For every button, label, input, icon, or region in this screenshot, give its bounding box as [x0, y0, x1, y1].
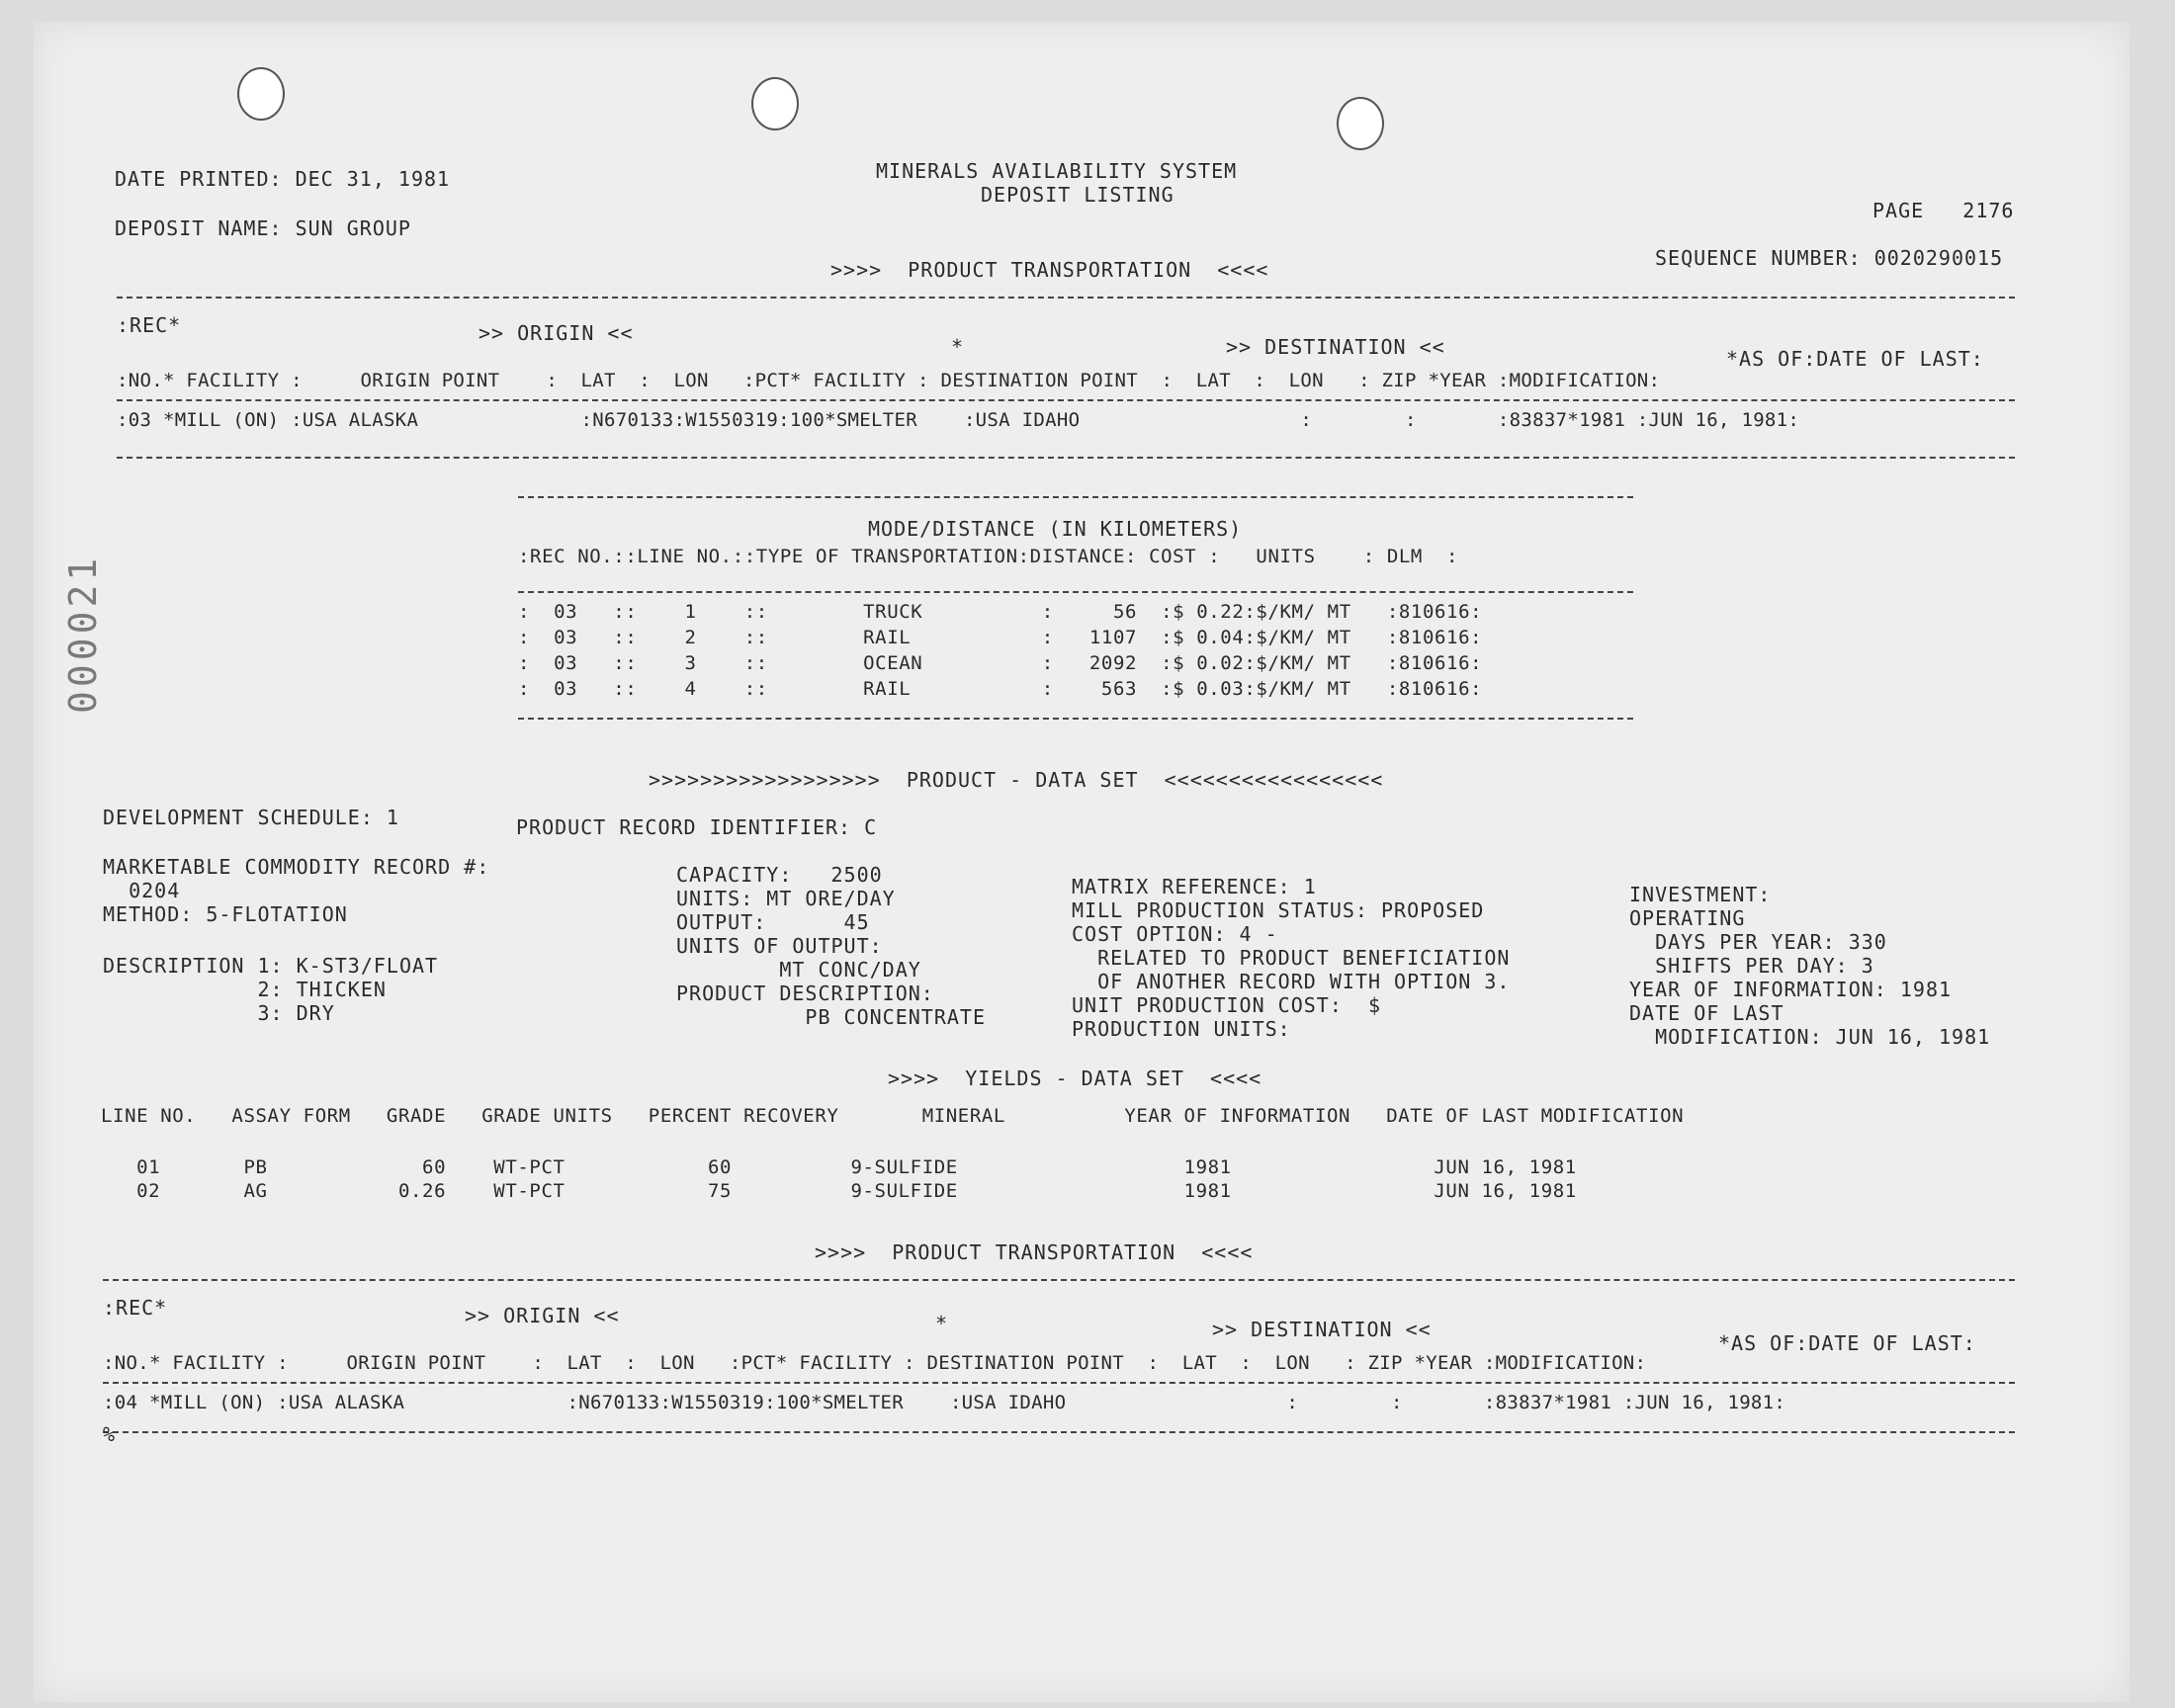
sequence-number: SEQUENCE NUMBER: 0020290015 — [1655, 246, 2004, 270]
margin-number: 000021 — [61, 554, 105, 714]
transport1-rec-header: :REC* — [117, 313, 182, 337]
product-col3-line1: MATRIX REFERENCE: 1 — [1072, 875, 1317, 898]
yields-title: >>>> YIELDS - DATA SET <<<< — [888, 1067, 1262, 1090]
product-col1-line3: METHOD: 5-FLOTATION — [103, 902, 348, 926]
page-number: PAGE 2176 — [1872, 199, 2015, 222]
product-col3-line6: UNIT PRODUCTION COST: $ — [1072, 993, 1381, 1017]
transport1-column-header: :NO.* FACILITY : ORIGIN POINT : LAT : LON :PCT* FACILITY : DESTINATION POINT : LAT : LON : ZIP *YEAR :MODIFICATION: — [117, 370, 1661, 391]
product-col2-line1: CAPACITY: 2500 — [676, 863, 883, 887]
transport2-column-header: :NO.* FACILITY : ORIGIN POINT : LAT : LON :PCT* FACILITY : DESTINATION POINT : LAT : LON : ZIP *YEAR :MODIFICATION: — [103, 1352, 1647, 1374]
product-col2-line5: MT CONC/DAY — [676, 958, 921, 982]
product-col3-line4: RELATED TO PRODUCT BENEFICIATION — [1072, 946, 1511, 970]
transport2-star: * — [935, 1312, 949, 1335]
product-col1-line6: 2: THICKEN — [103, 978, 387, 1001]
yields-header: LINE NO. ASSAY FORM GRADE GRADE UNITS PERCENT RECOVERY MINERAL YEAR OF INFORMATION DATE OF LAST MODIFICATION — [101, 1105, 1685, 1127]
mode-header-rule — [518, 591, 1633, 593]
transport1-bottom-rule — [117, 457, 2015, 459]
end-mark: % — [103, 1422, 117, 1446]
date-printed: DATE PRINTED: DEC 31, 1981 — [115, 167, 451, 191]
product-col2-line4: UNITS OF OUTPUT: — [676, 934, 883, 958]
punch-hole-left — [237, 67, 285, 121]
document-page — [34, 22, 2130, 1702]
punch-hole-right — [1337, 97, 1384, 150]
product-col2-line2: UNITS: MT ORE/DAY — [676, 887, 896, 910]
product-col3-line7: PRODUCTION UNITS: — [1072, 1017, 1291, 1041]
punch-hole-center — [751, 77, 799, 130]
transport2-mid-rule — [103, 1382, 2015, 1384]
transport1-title: >>>> PRODUCT TRANSPORTATION <<<< — [830, 258, 1269, 282]
transport2-top-rule — [103, 1279, 2015, 1281]
transport2-rec-header: :REC* — [103, 1296, 168, 1320]
mode-row-1: : 03 :: 1 :: TRUCK : 56 :$ 0.22:$/KM/ MT :810616: — [518, 601, 1483, 623]
transport1-row: :03 *MILL (ON) :USA ALASKA :N670133:W1550319:100*SMELTER :USA IDAHO : : :83837*1981 :JUN 16, 1981: — [117, 409, 1800, 431]
product-col4-line2: OPERATING — [1629, 906, 1746, 930]
product-col4-line6: DATE OF LAST — [1629, 1001, 1784, 1025]
product-col2-line3: OUTPUT: 45 — [676, 910, 870, 934]
transport1-mid-rule — [117, 399, 2015, 401]
mode-row-2: : 03 :: 2 :: RAIL : 1107 :$ 0.04:$/KM/ MT :810616: — [518, 627, 1483, 648]
listing-title: DEPOSIT LISTING — [981, 183, 1174, 207]
product-title: >>>>>>>>>>>>>>>>>> PRODUCT - DATA SET <<<<<<<<<<<<<<<<< — [649, 768, 1384, 792]
product-col3-line2: MILL PRODUCTION STATUS: PROPOSED — [1072, 898, 1485, 922]
product-col2-line7: PB CONCENTRATE — [676, 1005, 986, 1029]
product-col4-line1: INVESTMENT: — [1629, 883, 1772, 906]
mode-row-4: : 03 :: 4 :: RAIL : 563 :$ 0.03:$/KM/ MT :810616: — [518, 678, 1483, 700]
transport2-destination-header: >> DESTINATION << — [1212, 1318, 1432, 1341]
yields-row-1: 01 PB 60 WT-PCT 60 9-SULFIDE 1981 JUN 16, 1981 — [101, 1156, 1577, 1178]
product-col4-line7: MODIFICATION: JUN 16, 1981 — [1629, 1025, 1991, 1049]
transport2-as-of-header: *AS OF:DATE OF LAST: — [1718, 1331, 1976, 1355]
transport1-as-of-header: *AS OF:DATE OF LAST: — [1726, 347, 1984, 371]
product-record-identifier: PRODUCT RECORD IDENTIFIER: C — [516, 815, 878, 839]
product-col4-line4: SHIFTS PER DAY: 3 — [1629, 954, 1874, 978]
development-schedule: DEVELOPMENT SCHEDULE: 1 — [103, 806, 399, 829]
mode-header: :REC NO.::LINE NO.::TYPE OF TRANSPORTATION:DISTANCE: COST : UNITS : DLM : — [518, 546, 1459, 567]
transport2-row: :04 *MILL (ON) :USA ALASKA :N670133:W1550319:100*SMELTER :USA IDAHO : : :83837*1981 :JUN 16, 1981: — [103, 1392, 1786, 1413]
transport1-destination-header: >> DESTINATION << — [1226, 335, 1445, 359]
product-col3-line5: OF ANOTHER RECORD WITH OPTION 3. — [1072, 970, 1511, 993]
product-col4-line5: YEAR OF INFORMATION: 1981 — [1629, 978, 1953, 1001]
mode-row-3: : 03 :: 3 :: OCEAN : 2092 :$ 0.02:$/KM/ MT :810616: — [518, 652, 1483, 674]
product-col1-line2: 0204 — [103, 879, 181, 902]
transport2-bottom-rule — [103, 1431, 2015, 1433]
product-col1-line1: MARKETABLE COMMODITY RECORD #: — [103, 855, 490, 879]
mode-title: MODE/DISTANCE (IN KILOMETERS) — [868, 517, 1243, 541]
transport1-origin-header: >> ORIGIN << — [478, 321, 634, 345]
transport1-star: * — [951, 335, 965, 359]
product-col2-line6: PRODUCT DESCRIPTION: — [676, 982, 934, 1005]
product-col1-line5: DESCRIPTION 1: K-ST3/FLOAT — [103, 954, 439, 978]
yields-row-2: 02 AG 0.26 WT-PCT 75 9-SULFIDE 1981 JUN 16, 1981 — [101, 1180, 1577, 1202]
product-col1-line7: 3: DRY — [103, 1001, 335, 1025]
product-col4-line3: DAYS PER YEAR: 330 — [1629, 930, 1887, 954]
transport2-title: >>>> PRODUCT TRANSPORTATION <<<< — [815, 1240, 1254, 1264]
system-title: MINERALS AVAILABILITY SYSTEM — [876, 159, 1238, 183]
transport1-top-rule — [117, 297, 2015, 299]
product-col3-line3: COST OPTION: 4 - — [1072, 922, 1278, 946]
deposit-name: DEPOSIT NAME: SUN GROUP — [115, 216, 411, 240]
transport2-origin-header: >> ORIGIN << — [465, 1304, 620, 1327]
